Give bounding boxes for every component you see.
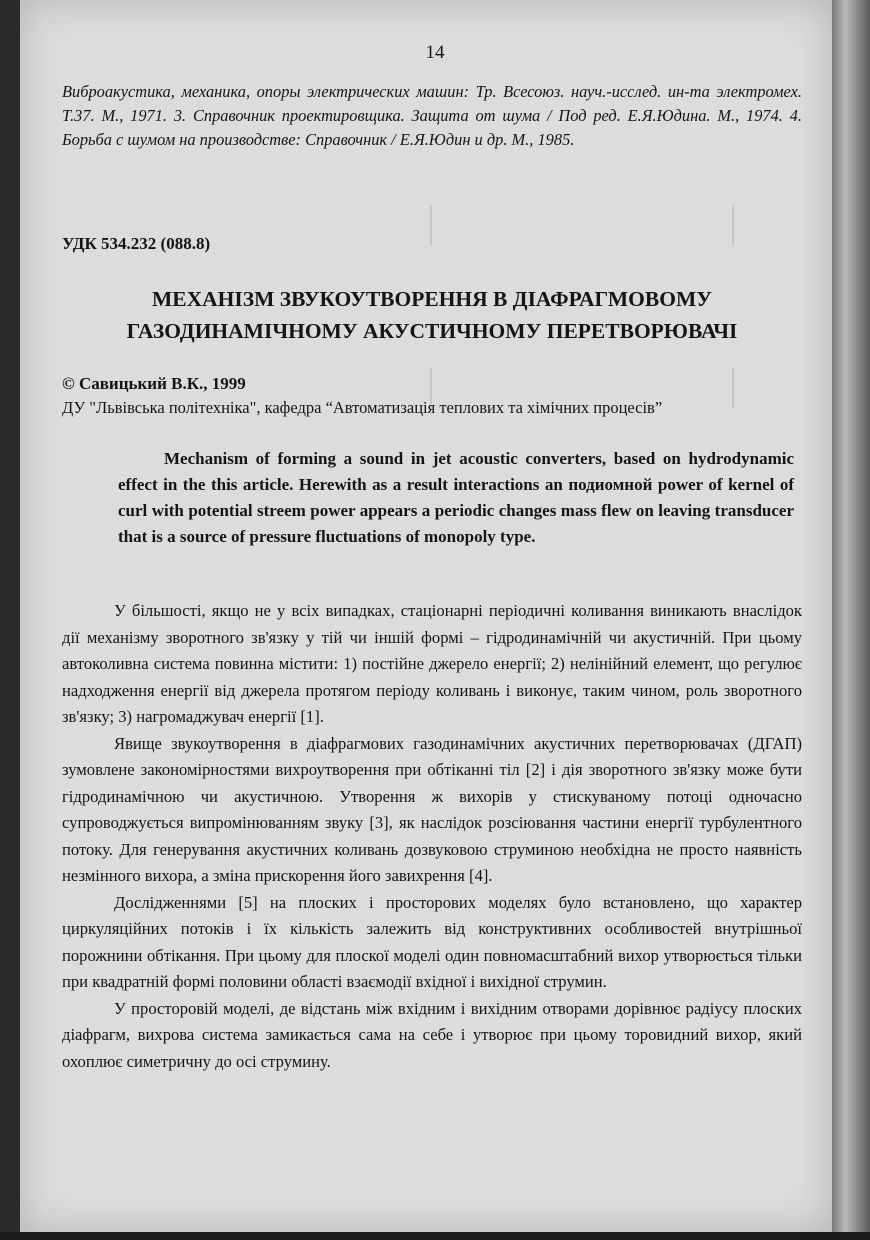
page-edge-right xyxy=(832,0,870,1240)
body-paragraph: Дослідженнями [5] на плоских і просторових моделях було встановлено, що характер циркуляційних потоків і їх кількість залежить від конструктивних особливостей внутрішньої порожнини обтікання. При цьому для плоскої моделі один повномасштабний вихор утворюється тільки при квадратній формі половини області взаємодії вхідної і вихідної струмин. xyxy=(62,892,802,991)
udk-code: УДК 534.232 (088.8) xyxy=(62,234,211,253)
affiliation: ДУ "Львівська політехніка", кафедра “Автоматизація теплових та хімічних процесів” xyxy=(62,398,663,417)
article-body xyxy=(62,598,802,1075)
page-edge-bottom xyxy=(0,1232,870,1240)
page-number: 14 xyxy=(425,42,445,63)
bleed-through-formula xyxy=(430,205,734,245)
references-continuation: Виброакустика, механика, опоры электрических машин: Тр. Всесоюз. науч.-исслед. ин-та электромех. Т.37. М., 1971. 3. Справочник проектировщика. Защита от шума / Под ред. Е.Я.Юдина. М., 1974. 4. Борьба с шумом на производстве: Справочник / Е.Я.Юдин и др. М., 1985. xyxy=(62,82,802,149)
author-copyright: © Савицький В.К., 1999 xyxy=(62,374,246,393)
title-line-1: МЕХАНІЗМ ЗВУКОУТВОРЕННЯ В ДІАФРАГМОВОМУ xyxy=(151,287,713,311)
body-paragraph: У більшості, якщо не у всіх випадках, стаціонарні періодичні коливання виникають внаслідок дії механізму зворотного зв'язку у тій чи іншій формі – гідродинамічній чи акустичній. При цьому автоколивна система повинна містити: 1) постійне джерело енергії; 2) нелінійний елемент, що регулює надходження енергії від джерела протягом періоду коливань і виконує, таким чином, роль зворотного зв'язку; 3) нагромаджувач енергії [1]. xyxy=(62,601,802,726)
body-paragraph: Явище звукоутворення в діафрагмових газодинамічних акустичних перетворювачах (ДГАП) зумовлене закономірностями вихроутворення при обтіканні тіл [2] і дія зворотного зв'язку може бути гідродинамічною чи акустичною. Утворення ж вихорів у стискуваному потоці одночасно супроводжується випромінюванням звуку [3], як наслідок розсіювання частини енергії турбулентного потоку. Для генерування акустичних коливань дозвуковою струминою необхідна не просто наявність незмінного вихора, а зміна прискорення його завихрення [4]. xyxy=(62,733,802,885)
article-title xyxy=(62,283,802,347)
body-paragraph: У просторовій моделі, де відстань між вхідним і вихідним отворами дорівнює радіусу плоских діафрагм, вихрова система замикається сама на себе і утворює при цьому торовидний вихор, який охоплює симетричну до осі струмину. xyxy=(62,998,802,1071)
english-abstract: Mechanism of forming a sound in jet acoustic converters, based on hydrodynamic effect in the this article. Herewith as a result interactions an подиомной power of kernel of curl with potential streem power appears a periodic changes mass flew on leaving transducer that is a source of pressure fluctuations of monopoly type. xyxy=(118,449,794,546)
title-line-2: ГАЗОДИНАМІЧНОМУ АКУСТИЧНОМУ ПЕРЕТВОРЮВАЧІ xyxy=(126,319,738,343)
